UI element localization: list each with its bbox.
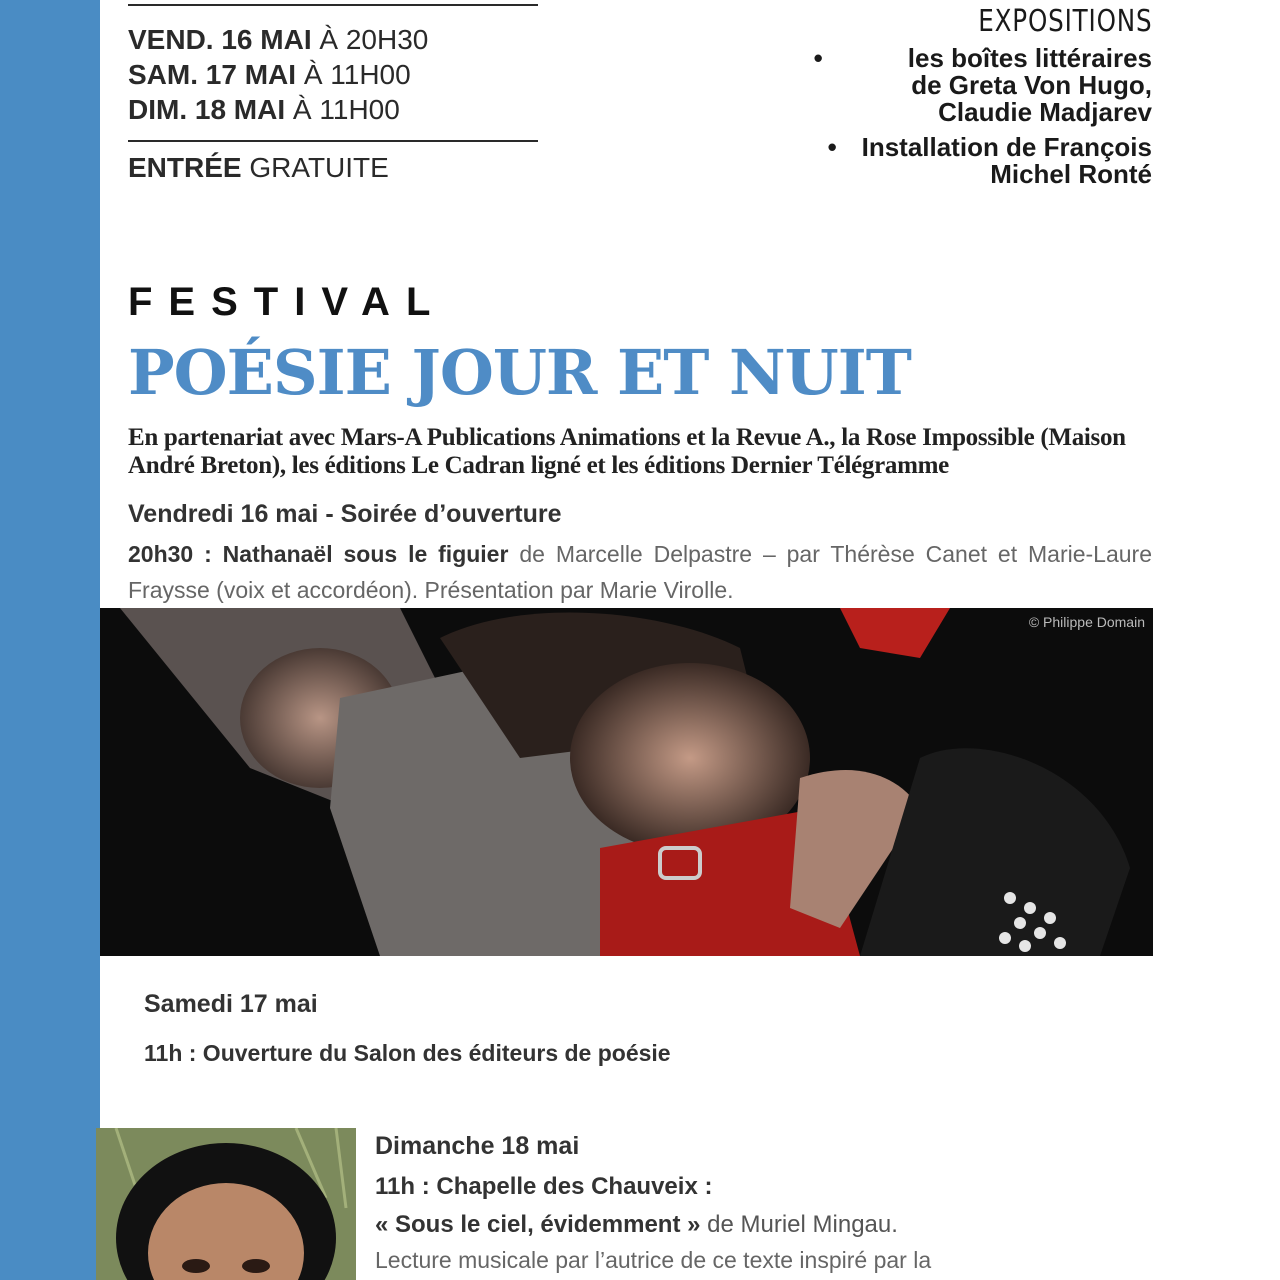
- entry-info: ENTRÉE GRATUITE: [128, 152, 389, 183]
- partners-text: En partenariat avec Mars-A Publications Animations et la Revue A., la Rose Impossible (Maison André Breton), les éditions Le Cadran ligné et les éditions Dernier Télégramme: [128, 424, 1126, 479]
- performers-photo-image: [100, 608, 1153, 956]
- festival-label: FESTIVAL: [128, 280, 447, 324]
- bullet-icon: •: [827, 132, 837, 162]
- exposition-item: • Installation de François Michel Ronté: [827, 132, 1152, 189]
- festival-title: POÉSIE JOUR ET NUIT: [128, 336, 911, 409]
- author-portrait: [96, 1128, 356, 1280]
- schedule-divider: [128, 140, 538, 142]
- exposition-item: • les boîtes littéraires de Greta Von Hugo, Claudie Madjarev: [813, 43, 1152, 127]
- schedule-line: VEND. 16 MAI À 20H30: [128, 24, 429, 55]
- photo-credit: © Philippe Domain: [1028, 614, 1145, 630]
- sunday-description: Lecture musicale par l’autrice de ce texte inspiré par la: [375, 1247, 932, 1273]
- saturday-event: 11h : Ouverture du Salon des éditeurs de poésie: [144, 1040, 671, 1066]
- expositions-title: EXPOSITIONS: [977, 4, 1152, 39]
- sunday-block: [375, 1132, 1135, 1274]
- bullet-icon: •: [813, 43, 823, 73]
- author-portrait-image: [96, 1128, 356, 1280]
- schedule-block: [128, 22, 428, 127]
- schedule-line: SAM. 17 MAI À 11H00: [128, 59, 411, 90]
- saturday-heading: Samedi 17 mai: [144, 990, 318, 1018]
- friday-heading: Vendredi 16 mai - Soirée d’ouverture: [128, 500, 562, 528]
- top-divider: [128, 4, 538, 6]
- schedule-line: DIM. 18 MAI À 11H00: [128, 94, 400, 125]
- sunday-work: « Sous le ciel, évidemment » de Muriel Mingau.: [375, 1211, 898, 1238]
- sunday-heading: Dimanche 18 mai: [375, 1132, 580, 1160]
- sunday-place: 11h : Chapelle des Chauveix :: [375, 1173, 713, 1200]
- friday-event: 20h30 : Nathanaël sous le figuier de Marcelle Delpastre – par Thérèse Canet et Marie-Laure Fraysse (voix et accordéon). Présentation par Marie Virolle.: [128, 541, 1152, 603]
- performers-photo: [100, 608, 1153, 956]
- side-color-band: [0, 0, 100, 1280]
- expositions-block: [813, 4, 1152, 196]
